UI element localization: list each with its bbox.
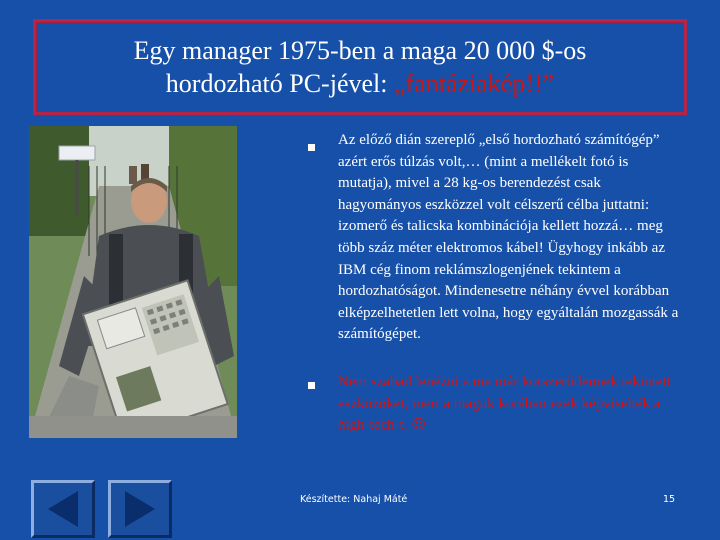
photo-manager-with-portable-pc [29,126,237,438]
footer-author: Készítette: Nahaj Máté [300,494,408,505]
right-arrow-icon [111,483,169,535]
bullet-text-1: Az előző dián szereplő „első hordozható számítógép” azért erős túlzás volt,… (mint a mellékelt fotó is mutatja), mivel a 28 kg-os berendezést csak hagyományos eszközzel volt célszerű célba juttatni: izomerő és talicska kombinációja kellett hozzá… meg több száz méter elektromos kábel! Ügyhogy inkább az IBM cég finom reklámszlogenjének tekintem a hordozhatóságot. Mindenesetre néhány évvel korábban elképzelhetetlen lett volna, hogy egyáltalán mozgassák a számítógépet. [338,132,679,343]
prev-slide-button[interactable] [31,480,95,538]
left-arrow-icon [34,483,92,535]
bullet-text-2 [338,372,683,437]
title-line-2-text: hordozható PC-jével: [165,69,394,98]
next-slide-button[interactable] [108,480,172,538]
title-line-2 [166,67,554,100]
smiley-icon: ☺ [411,417,426,434]
slide-title [33,19,687,115]
title-line-1: Egy manager 1975-ben a maga 20 000 $-os [133,36,587,65]
bullet-marker-2 [308,382,315,389]
bullet-text-2-body: Nem szabad lenézni a ma már korszerűtlennek tekintett eszközöket, mert a maguk korában ezek képviselték a high-tech-t. [338,374,671,434]
title-accent: „fantáziakép!!” [393,69,555,98]
page-number: 15 [663,494,676,505]
bullet-marker-1 [308,144,315,151]
